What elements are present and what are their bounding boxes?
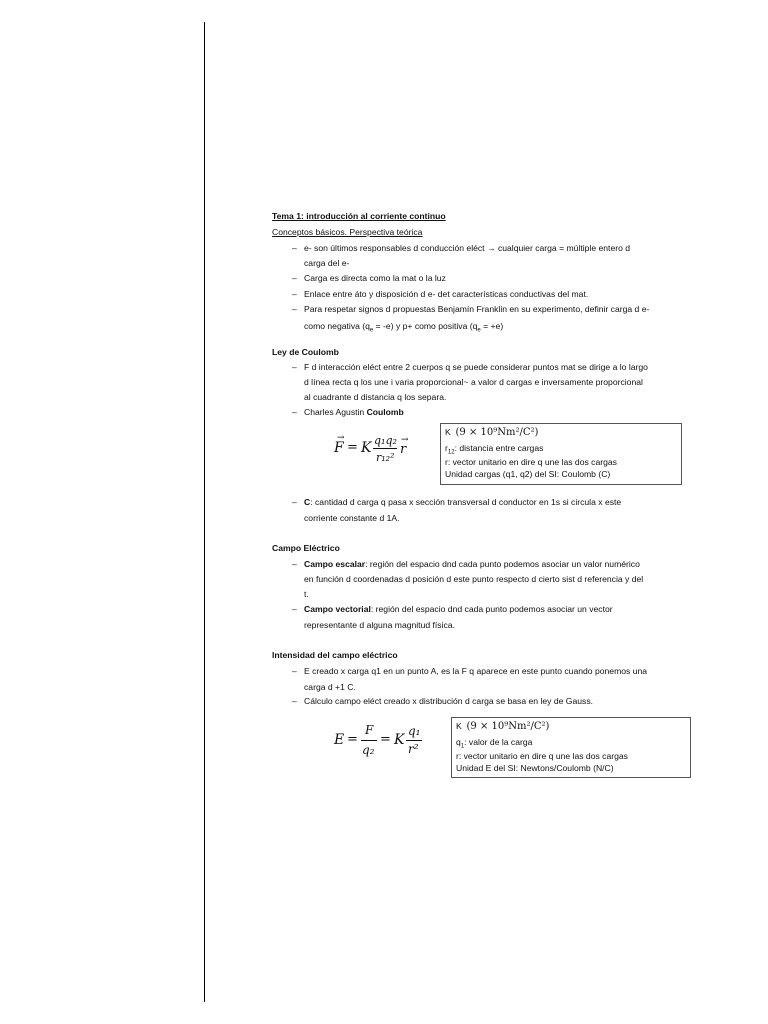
legend-line-unit: Unidad cargas (q1, q2) del SI: Coulomb (C) xyxy=(445,469,611,479)
field-legend-box xyxy=(451,717,691,778)
list-item-cont: en función d coordenadas d posición d este punto respecto d cierto sist d referencia y del xyxy=(304,574,644,584)
list-item: Charles Agustin Coulomb xyxy=(304,407,404,417)
formula-denominator: r² xyxy=(408,742,419,756)
list-item-cont: corriente constante d 1A. xyxy=(304,513,400,523)
formula-denominator: q₂ xyxy=(362,743,375,757)
formula-equals: = xyxy=(347,440,358,455)
bullet-dash: – xyxy=(292,604,297,614)
section-heading-intensidad: Intensidad del campo eléctrico xyxy=(272,650,398,660)
bullet-dash: – xyxy=(292,407,297,417)
formula-constant-k: K xyxy=(394,732,405,748)
legend-line-constant: K (9 × 10⁹Nm²/C²) xyxy=(456,721,550,732)
section-heading-campo: Campo Eléctrico xyxy=(272,543,340,553)
list-item: F d interacción eléct entre 2 cuerpos q se puede considerar puntos mat se dirige a lo largo xyxy=(304,362,648,372)
bullet-dash: – xyxy=(292,273,297,283)
fraction-bar xyxy=(373,448,397,449)
coulomb-formula xyxy=(334,432,424,472)
fraction-bar xyxy=(406,740,422,741)
legend-line-distance: $r_{12}$: distancia entre cargas xyxy=(445,443,544,456)
list-item-cont: carga d +1 C. xyxy=(304,682,356,692)
bullet-dash: – xyxy=(292,696,297,706)
bullet-dash: – xyxy=(292,304,297,314)
section-heading-coulomb: Ley de Coulomb xyxy=(272,347,339,357)
list-item-cont: al cuadrante d distancia q los separa. xyxy=(304,392,447,402)
legend-line-vector: r: vector unitario en dire q une las dos cargas xyxy=(456,751,628,761)
legend-line-vector: r: vector unitario en dire q une las dos cargas xyxy=(445,457,617,467)
list-item-cont: d línea recta q los une i varia proporcional~ a valor d cargas e inversamente proporcional xyxy=(304,377,643,387)
bullet-dash: – xyxy=(292,289,297,299)
document-title: Tema 1: introducción al corriente continuo xyxy=(272,211,446,221)
legend-line-constant: K (9 × 10⁹Nm²/C²) xyxy=(445,427,539,438)
list-item: Carga es directa como la mat o la luz xyxy=(304,273,446,283)
bullet-dash: – xyxy=(292,666,297,676)
formula-numerator: q₁ xyxy=(408,724,421,738)
list-item-cont: representante d alguna magnitud física. xyxy=(304,620,455,630)
list-item: E creado x carga q1 en un punto A, es la F q aparece en este punto cuando ponemos una xyxy=(304,666,648,676)
formula-unit-vector: r → xyxy=(400,435,409,457)
formula-numerator: F xyxy=(365,723,374,737)
legend-line-charge: $q_1$: valor de la carga xyxy=(456,737,533,750)
formula-equals: = xyxy=(380,732,391,747)
bullet-dash: – xyxy=(292,362,297,372)
list-item: Cálculo campo eléct creado x distribución d carga se basa en ley de Gauss. xyxy=(304,696,594,706)
formula-denominator: r₁₂² xyxy=(376,451,395,464)
list-item-cont: carga del e- xyxy=(304,258,350,268)
list-item: Enlace entre áto y disposición d e- det características conductivas del mat. xyxy=(304,289,589,299)
formula-numerator: q₁q₂ xyxy=(374,434,397,447)
section-heading-conceptos: Conceptos básicos. Perspectiva teórica xyxy=(272,227,423,237)
fraction-bar xyxy=(361,740,377,741)
formula-field-e: E xyxy=(334,732,345,748)
list-item-cont: t. xyxy=(304,589,309,599)
list-item: Campo escalar: región del espacio dnd cada punto podemos asociar un valor numérico xyxy=(304,559,640,569)
formula-constant-k: K xyxy=(361,440,372,456)
field-formula xyxy=(334,722,434,762)
formula-force-vector: F → xyxy=(334,433,345,456)
list-item-cont: como negativa $(q_e = -e)$ y p+ como positiva $(q_e = +e)$ xyxy=(304,321,504,334)
bullet-dash: – xyxy=(292,559,297,569)
legend-line-unit: Unidad E del SI: Newtons/Coulomb (N/C) xyxy=(456,763,614,773)
bullet-dash: – xyxy=(292,497,297,507)
bullet-dash: – xyxy=(292,243,297,253)
formula-equals: = xyxy=(347,732,358,747)
list-item: Campo vectorial: región del espacio dnd cada punto podemos asociar un vector xyxy=(304,604,613,614)
list-item: e- son últimos responsables d conducción eléct → cualquier carga = múltiple entero d xyxy=(304,243,631,253)
list-item: Para respetar signos d propuestas Benjamín Franklin en su experimento, definir carga d e- xyxy=(304,304,650,314)
list-item: C: cantidad d carga q pasa x sección transversal d conductor en 1s si circula x este xyxy=(304,497,622,507)
coulomb-legend-box xyxy=(440,423,682,485)
